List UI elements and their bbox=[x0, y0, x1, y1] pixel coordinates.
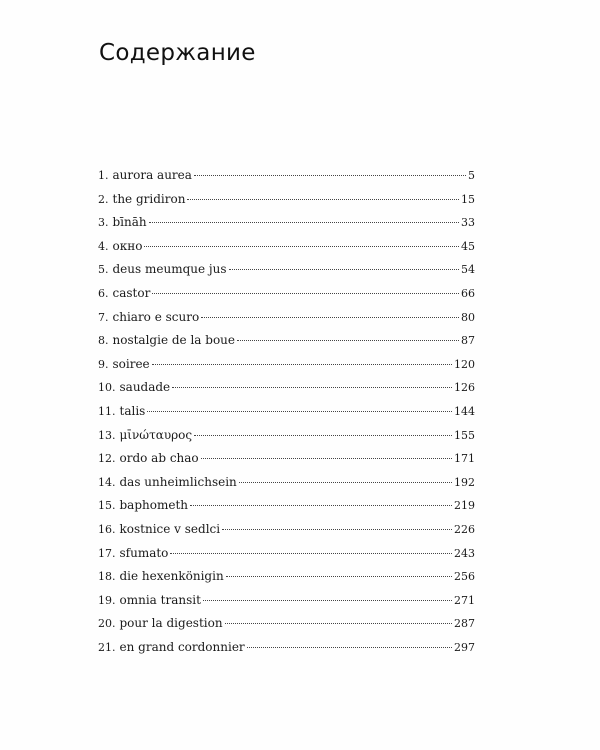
toc-entry bbox=[98, 353, 475, 377]
toc-entry-number: 9. bbox=[98, 357, 109, 371]
toc-entry-number: 16. bbox=[98, 522, 116, 536]
toc-entry-page-number: 120 bbox=[454, 357, 475, 371]
toc-entry-number: 11. bbox=[98, 404, 116, 418]
toc-entry bbox=[98, 471, 475, 495]
toc-entry bbox=[98, 424, 475, 448]
toc-entry bbox=[98, 376, 475, 400]
toc-entry-title: soiree bbox=[112, 356, 150, 371]
toc-entry bbox=[98, 447, 475, 471]
toc-entry bbox=[98, 188, 475, 212]
toc-entry-page-number: 80 bbox=[461, 310, 475, 324]
dot-leader bbox=[149, 222, 459, 223]
toc-entry-page-number: 15 bbox=[461, 192, 475, 206]
toc-entry-page-number: 5 bbox=[468, 169, 475, 182]
toc-entry-number: 8. bbox=[98, 334, 109, 348]
toc-entry-number: 15. bbox=[98, 499, 116, 513]
toc-entry-title: saudade bbox=[119, 380, 171, 395]
toc-entry-title: окно bbox=[112, 238, 143, 253]
dot-leader bbox=[194, 435, 452, 436]
page-title: Содержание bbox=[99, 40, 256, 66]
table-of-contents bbox=[98, 164, 475, 659]
dot-leader bbox=[222, 529, 452, 530]
toc-entry-number: 1. bbox=[98, 169, 109, 182]
toc-entry-page-number: 155 bbox=[454, 428, 475, 442]
toc-entry-title: baphometh bbox=[119, 498, 189, 513]
toc-entry bbox=[98, 211, 475, 235]
toc-entry-page-number: 33 bbox=[461, 216, 475, 230]
dot-leader bbox=[237, 340, 459, 341]
toc-entry bbox=[98, 235, 475, 259]
toc-entry-page-number: 243 bbox=[454, 546, 475, 560]
dot-leader bbox=[201, 317, 459, 318]
toc-entry-title: chiaro e scuro bbox=[112, 309, 200, 324]
toc-entry-page-number: 219 bbox=[454, 499, 475, 513]
toc-entry-number: 20. bbox=[98, 617, 116, 631]
toc-entry-page-number: 45 bbox=[461, 239, 475, 253]
toc-entry-title: the gridiron bbox=[112, 191, 186, 206]
toc-entry-number: 7. bbox=[98, 310, 109, 324]
dot-leader bbox=[201, 458, 452, 459]
toc-entry-number: 13. bbox=[98, 428, 116, 442]
toc-entry-title: bīnāh bbox=[112, 215, 147, 230]
toc-entry-page-number: 297 bbox=[454, 640, 475, 654]
toc-entry-title: kostnice v sedlci bbox=[119, 521, 221, 536]
toc-entry-number: 17. bbox=[98, 546, 116, 560]
dot-leader bbox=[152, 293, 459, 294]
toc-entry bbox=[98, 636, 475, 660]
toc-entry-number: 18. bbox=[98, 570, 116, 584]
toc-entry bbox=[98, 282, 475, 306]
dot-leader bbox=[144, 246, 459, 247]
toc-entry-title: en grand cordonnier bbox=[119, 639, 245, 654]
dot-leader bbox=[239, 482, 452, 483]
toc-entry-title: ordo ab chao bbox=[119, 451, 199, 466]
dot-leader bbox=[190, 505, 452, 506]
toc-entry-number: 10. bbox=[98, 381, 116, 395]
toc-entry-title: μῑνώταυρος bbox=[119, 427, 193, 442]
toc-entry bbox=[98, 612, 475, 636]
dot-leader bbox=[147, 411, 452, 412]
toc-entry-page-number: 192 bbox=[454, 475, 475, 489]
toc-entry bbox=[98, 589, 475, 613]
dot-leader bbox=[226, 576, 452, 577]
toc-entry-number: 12. bbox=[98, 452, 116, 466]
toc-entry bbox=[98, 164, 475, 188]
toc-entry bbox=[98, 542, 475, 566]
toc-entry-title: deus meumque jus bbox=[112, 262, 227, 277]
dot-leader bbox=[225, 623, 452, 624]
toc-entry-page-number: 126 bbox=[454, 381, 475, 395]
toc-entry-title: talis bbox=[119, 403, 146, 418]
toc-entry bbox=[98, 329, 475, 353]
dot-leader bbox=[170, 553, 452, 554]
toc-entry-number: 21. bbox=[98, 640, 116, 654]
dot-leader bbox=[172, 387, 452, 388]
toc-entry-page-number: 271 bbox=[454, 593, 475, 607]
toc-entry bbox=[98, 400, 475, 424]
toc-entry bbox=[98, 306, 475, 330]
toc-entry-number: 14. bbox=[98, 475, 116, 489]
toc-entry-number: 19. bbox=[98, 593, 116, 607]
toc-entry-title: nostalgie de la boue bbox=[112, 333, 236, 348]
toc-entry-page-number: 226 bbox=[454, 522, 475, 536]
toc-entry-page-number: 54 bbox=[461, 263, 475, 277]
toc-entry-page-number: 256 bbox=[454, 570, 475, 584]
toc-entry-title: pour la digestion bbox=[119, 616, 223, 631]
toc-entry-number: 4. bbox=[98, 239, 109, 253]
toc-entry-number: 6. bbox=[98, 286, 109, 300]
toc-entry bbox=[98, 258, 475, 282]
dot-leader bbox=[229, 269, 459, 270]
dot-leader bbox=[247, 647, 452, 648]
dot-leader bbox=[203, 600, 452, 601]
toc-entry bbox=[98, 518, 475, 542]
toc-entry-page-number: 171 bbox=[454, 452, 475, 466]
toc-entry-number: 5. bbox=[98, 263, 109, 277]
dot-leader bbox=[152, 364, 452, 365]
toc-entry-title: omnia transit bbox=[119, 592, 201, 607]
toc-entry-title: castor bbox=[112, 285, 151, 300]
dot-leader bbox=[187, 199, 459, 200]
toc-entry-page-number: 87 bbox=[461, 334, 475, 348]
toc-entry-page-number: 287 bbox=[454, 617, 475, 631]
toc-entry-number: 2. bbox=[98, 192, 109, 206]
toc-entry-page-number: 144 bbox=[454, 404, 475, 418]
toc-entry-title: sfumato bbox=[119, 545, 169, 560]
toc-entry-number: 3. bbox=[98, 216, 109, 230]
toc-entry bbox=[98, 565, 475, 589]
toc-entry bbox=[98, 494, 475, 518]
toc-entry-page-number: 66 bbox=[461, 286, 475, 300]
toc-entry-title: aurora aurea bbox=[112, 168, 192, 182]
toc-entry-title: das unheimlichsein bbox=[119, 474, 237, 489]
dot-leader bbox=[194, 175, 466, 176]
toc-entry-title: die hexenkönigin bbox=[119, 569, 224, 584]
